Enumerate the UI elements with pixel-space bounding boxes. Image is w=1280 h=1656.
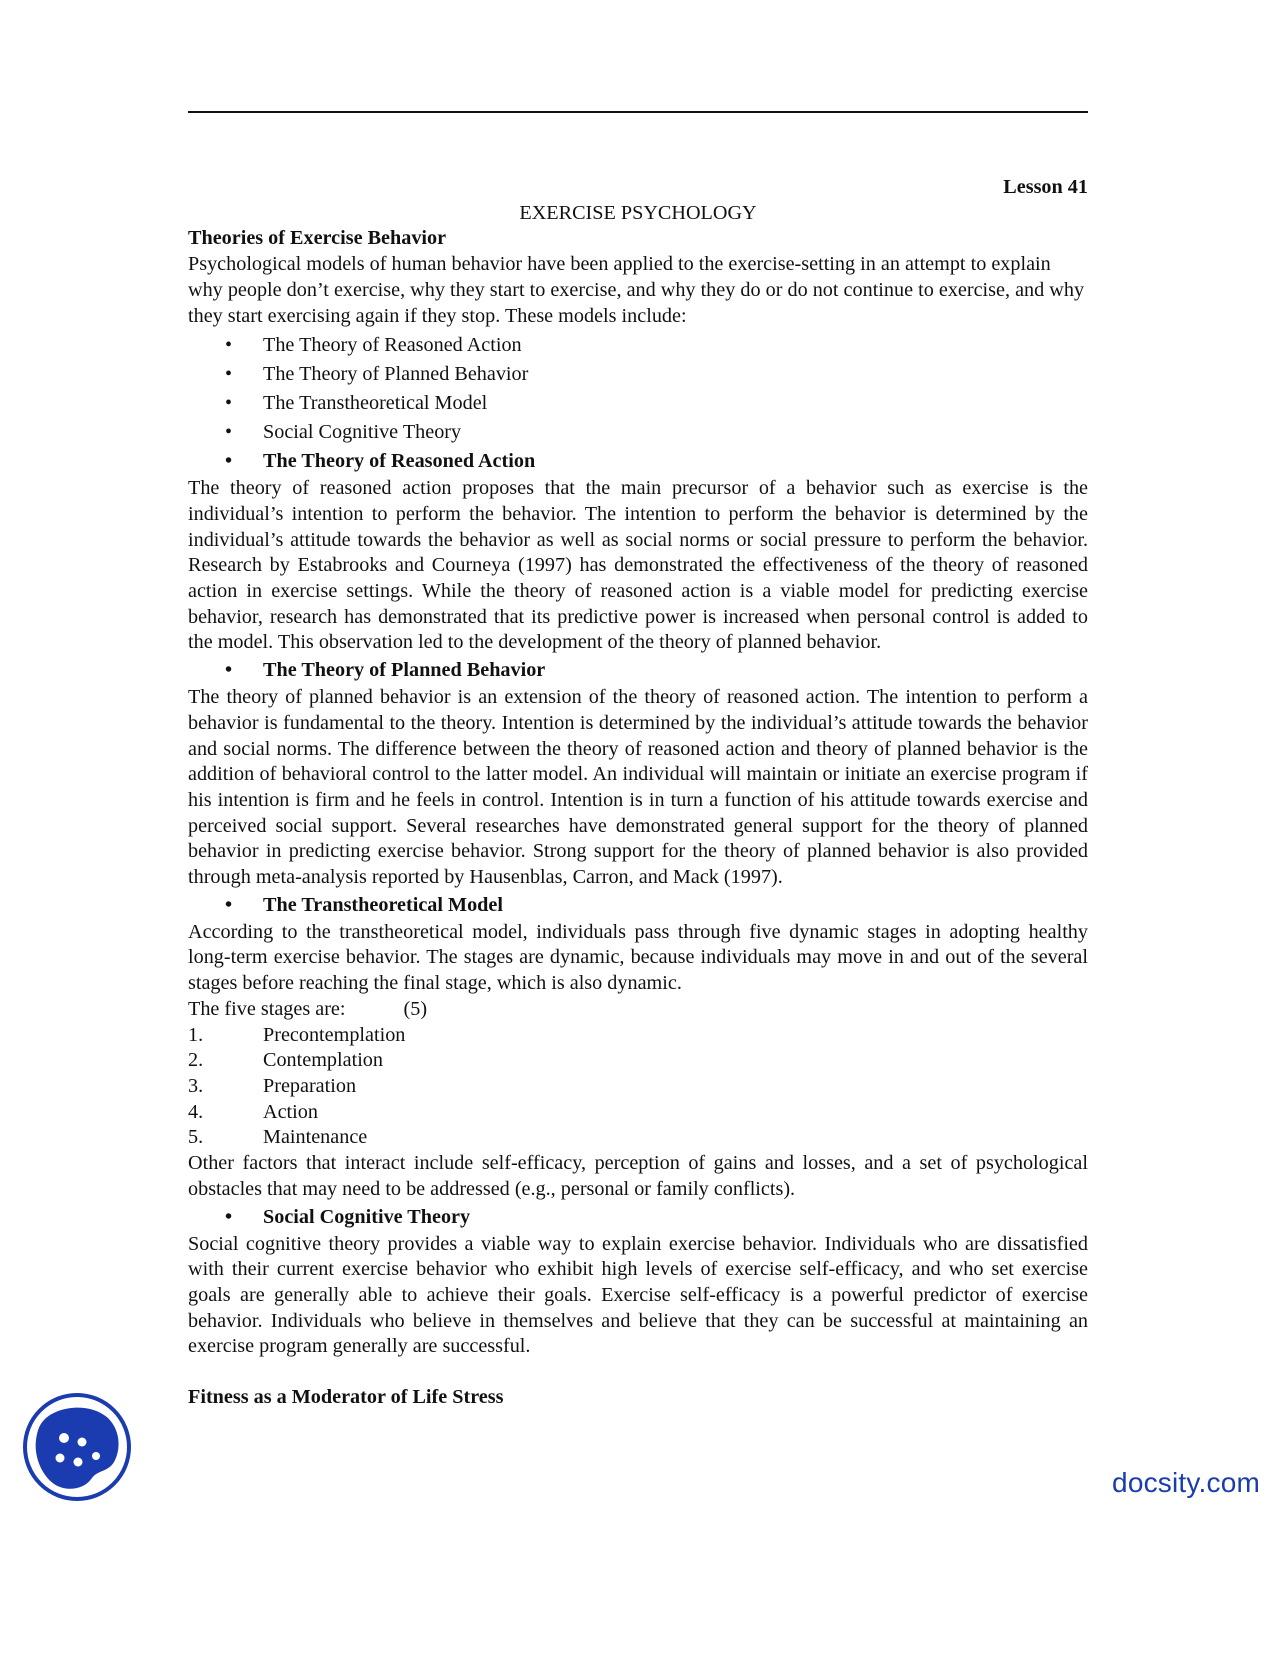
list-item: • Social Cognitive Theory <box>188 418 1088 447</box>
planned-behavior-body: The theory of planned behavior is an extension of the theory of reasoned action. The intention to perform a behavior is fundamental to the theory. Intention is determined by the individual’s attitude towards the behavior and social norms. The difference between the theory of reasoned action and theory of planned behavior is the addition of behavioral control to the latter model. An individual will maintain or initiate an exercise program if his intention is firm and he feels in control. Intention is in turn a function of his attitude towards exercise and perceived social support. Several researches have demonstrated general support for the theory of planned behavior in predicting exercise behavior. Strong support for the theory of planned behavior is also provided through meta-analysis reported by Hausenblas, Carron, and Mack (1997). <box>188 686 1088 889</box>
stage-item <box>188 1074 1088 1100</box>
stage-item <box>188 1048 1088 1074</box>
lesson-label: Lesson 41 <box>1003 176 1088 198</box>
section-heading-theories: Theories of Exercise Behavior <box>188 227 447 250</box>
theories-list <box>188 331 1088 447</box>
heading-fitness: Fitness as a Moderator of Life Stress <box>188 1386 504 1409</box>
stage-number: 3. <box>188 1074 204 1097</box>
heading-transtheoretical: • The Transtheoretical Model <box>188 891 1088 920</box>
stages-label: The five stages are: <box>188 997 346 1020</box>
docsity-logo-icon[interactable] <box>22 1392 132 1502</box>
docsity-brand-link[interactable]: docsity.com <box>1112 1467 1260 1498</box>
stage-item <box>188 1125 1088 1151</box>
reasoned-action-body: The theory of reasoned action proposes that the main precursor of a behavior such as exercise is the individual’s intention to perform the behavior. The intention to perform the behavior is determined by the individual’s attitude towards the behavior as well as social norms or social pressure to perform the behavior. Research by Estabrooks and Courneya (1997) has demonstrated the effectiveness of the theory of reasoned action in exercise settings. While the theory of reasoned action is a viable model for predicting exercise behavior, research has demonstrated that its predictive power is increased when personal control is added to the model. This observation led to the development of the theory of planned behavior. <box>188 477 1088 654</box>
heading-planned-behavior: • The Theory of Planned Behavior <box>188 656 1088 685</box>
stage-number: 2. <box>188 1049 204 1072</box>
stage-number: 1. <box>188 1023 204 1046</box>
stage-label: Maintenance <box>263 1126 368 1149</box>
stage-number: 5. <box>188 1126 204 1149</box>
other-factors: Other factors that interact include self-efficacy, perception of gains and losses, and a set of psychological obstacles that may need to be addressed (e.g., personal or family conflicts). <box>188 1152 1088 1200</box>
theories-intro: Psychological models of human behavior have been applied to the exercise-setting in an attempt to explain why people don’t exercise, why they start to exercise, and why they do or do not continue to exercise, and why they start exercising again if they stop. These models include: <box>188 253 1085 327</box>
stage-item <box>188 1100 1088 1126</box>
list-item: • The Theory of Planned Behavior <box>188 360 1088 389</box>
stage-label: Preparation <box>263 1074 357 1097</box>
stages-list <box>188 1023 1088 1152</box>
document-content <box>188 175 1088 1411</box>
stages-intro <box>188 997 1088 1023</box>
stage-label: Action <box>263 1100 318 1123</box>
list-item: • The Theory of Reasoned Action <box>188 331 1088 360</box>
stage-label: Precontemplation <box>263 1023 406 1046</box>
header-rule <box>188 111 1088 113</box>
list-item: • The Transtheoretical Model <box>188 389 1088 418</box>
stage-number: 4. <box>188 1100 204 1123</box>
stages-count: (5) <box>403 997 428 1020</box>
stage-label: Contemplation <box>263 1049 383 1072</box>
transtheoretical-body: According to the transtheoretical model, individuals pass through five dynamic stages in adopting healthy long-term exercise behavior. The stages are dynamic, because individuals may move in and out of the several stages before reaching the final stage, which is also dynamic. <box>188 920 1088 995</box>
stage-item <box>188 1023 1088 1049</box>
heading-reasoned-action: • The Theory of Reasoned Action <box>188 447 1088 476</box>
social-cognitive-body: Social cognitive theory provides a viable way to explain exercise behavior. Individuals who are dissatisfied with their current exercise behavior who exhibit high levels of exercise self-efficacy, and who set exercise goals are generally able to achieve their goals. Exercise self-efficacy is a powerful predictor of exercise behavior. Individuals who believe in themselves and believe that they can be successful at maintaining an exercise program generally are successful. <box>188 1232 1088 1358</box>
page-title: EXERCISE PSYCHOLOGY <box>519 201 757 224</box>
heading-social-cognitive: • Social Cognitive Theory <box>188 1203 1088 1232</box>
